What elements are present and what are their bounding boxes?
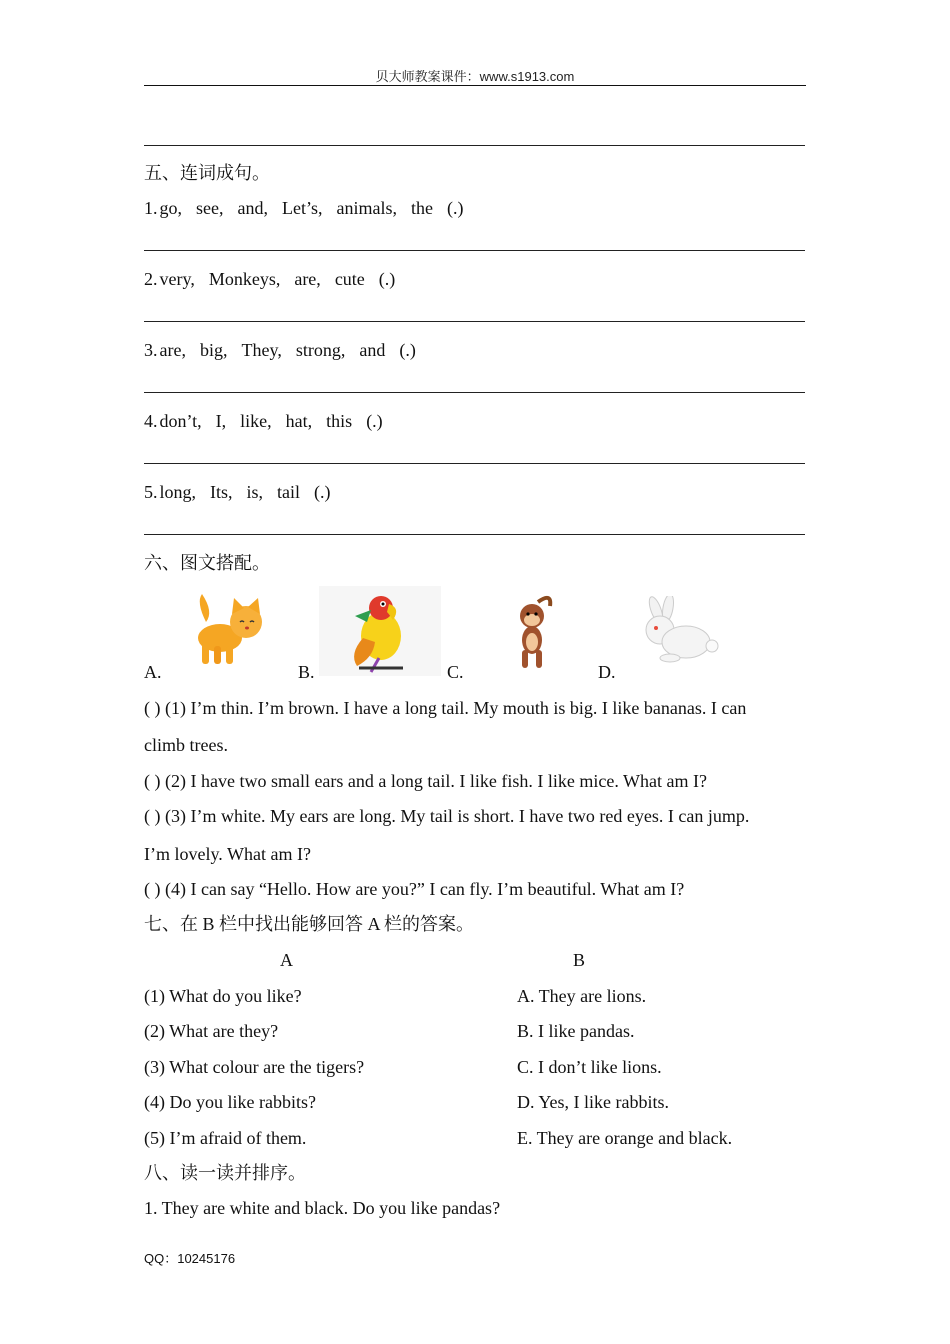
s6-question-3-cont: I’m lovely. What am I? xyxy=(144,844,311,864)
a-item-1: (1) What do you like? xyxy=(144,986,302,1006)
s5-item-3: 3. are, big, They, strong, and (.) xyxy=(144,340,416,360)
parrot-icon xyxy=(319,586,441,676)
a-item-5: (5) I’m afraid of them. xyxy=(144,1128,307,1148)
s5-item-5: 5. long, Its, is, tail (.) xyxy=(144,482,331,502)
b-item-b: B. I like pandas. xyxy=(517,1021,635,1041)
section6-title: 六、图文搭配。 xyxy=(144,553,270,573)
answer-line[interactable] xyxy=(144,250,805,251)
section7-title: 七、在 B 栏中找出能够回答 A 栏的答案。 xyxy=(144,914,475,934)
option-b-label: B. xyxy=(298,662,315,682)
b-item-c: C. I don’t like lions. xyxy=(517,1057,662,1077)
a-item-2: (2) What are they? xyxy=(144,1021,279,1041)
s6-question-2: ( ) (2) I have two small ears and a long tail. I like fish. I like mice. What am I? xyxy=(144,771,707,791)
rabbit-icon xyxy=(640,596,720,668)
s8-item-1: 1. They are white and black. Do you like pandas? xyxy=(144,1198,501,1218)
monkey-icon xyxy=(508,592,556,670)
header-rule xyxy=(144,85,806,86)
b-item-d: D. Yes, I like rabbits. xyxy=(517,1092,669,1112)
page-footer: QQ：10245176 xyxy=(144,1251,236,1266)
answer-line[interactable] xyxy=(144,463,805,464)
s5-item-1: 1. go, see, and, Let’s, animals, the (.) xyxy=(144,198,464,218)
s6-question-4: ( ) (4) I can say “Hello. How are you?” I can fly. I’m beautiful. What am I? xyxy=(144,879,685,899)
b-item-e: E. They are orange and black. xyxy=(517,1128,733,1148)
a-item-4: (4) Do you like rabbits? xyxy=(144,1092,316,1112)
s5-item-4: 4. don’t, I, like, hat, this (.) xyxy=(144,411,383,431)
answer-line xyxy=(144,145,805,146)
page-header: 贝大师教案课件：www.s1913.com xyxy=(375,69,575,84)
section8-title: 八、读一读并排序。 xyxy=(144,1163,306,1183)
b-item-a: A. They are lions. xyxy=(517,986,647,1006)
column-a-header: A xyxy=(280,950,293,970)
s6-question-3: ( ) (3) I’m white. My ears are long. My tail is short. I have two red eyes. I can jump. xyxy=(144,806,750,826)
answer-line[interactable] xyxy=(144,534,805,535)
s6-question-1-cont: climb trees. xyxy=(144,735,228,755)
cat-icon xyxy=(186,592,270,666)
answer-line[interactable] xyxy=(144,392,805,393)
a-item-3: (3) What colour are the tigers? xyxy=(144,1057,365,1077)
column-b-header: B xyxy=(573,950,586,970)
s6-question-1: ( ) (1) I’m thin. I’m brown. I have a long tail. My mouth is big. I like bananas. I can xyxy=(144,698,747,718)
option-c-label: C. xyxy=(447,662,464,682)
option-a-label: A. xyxy=(144,662,162,682)
s5-item-2: 2. very, Monkeys, are, cute (.) xyxy=(144,269,396,289)
option-d-label: D. xyxy=(598,662,616,682)
answer-line[interactable] xyxy=(144,321,805,322)
parrot-picture-frame xyxy=(319,586,441,676)
section5-title: 五、连词成句。 xyxy=(144,163,270,183)
